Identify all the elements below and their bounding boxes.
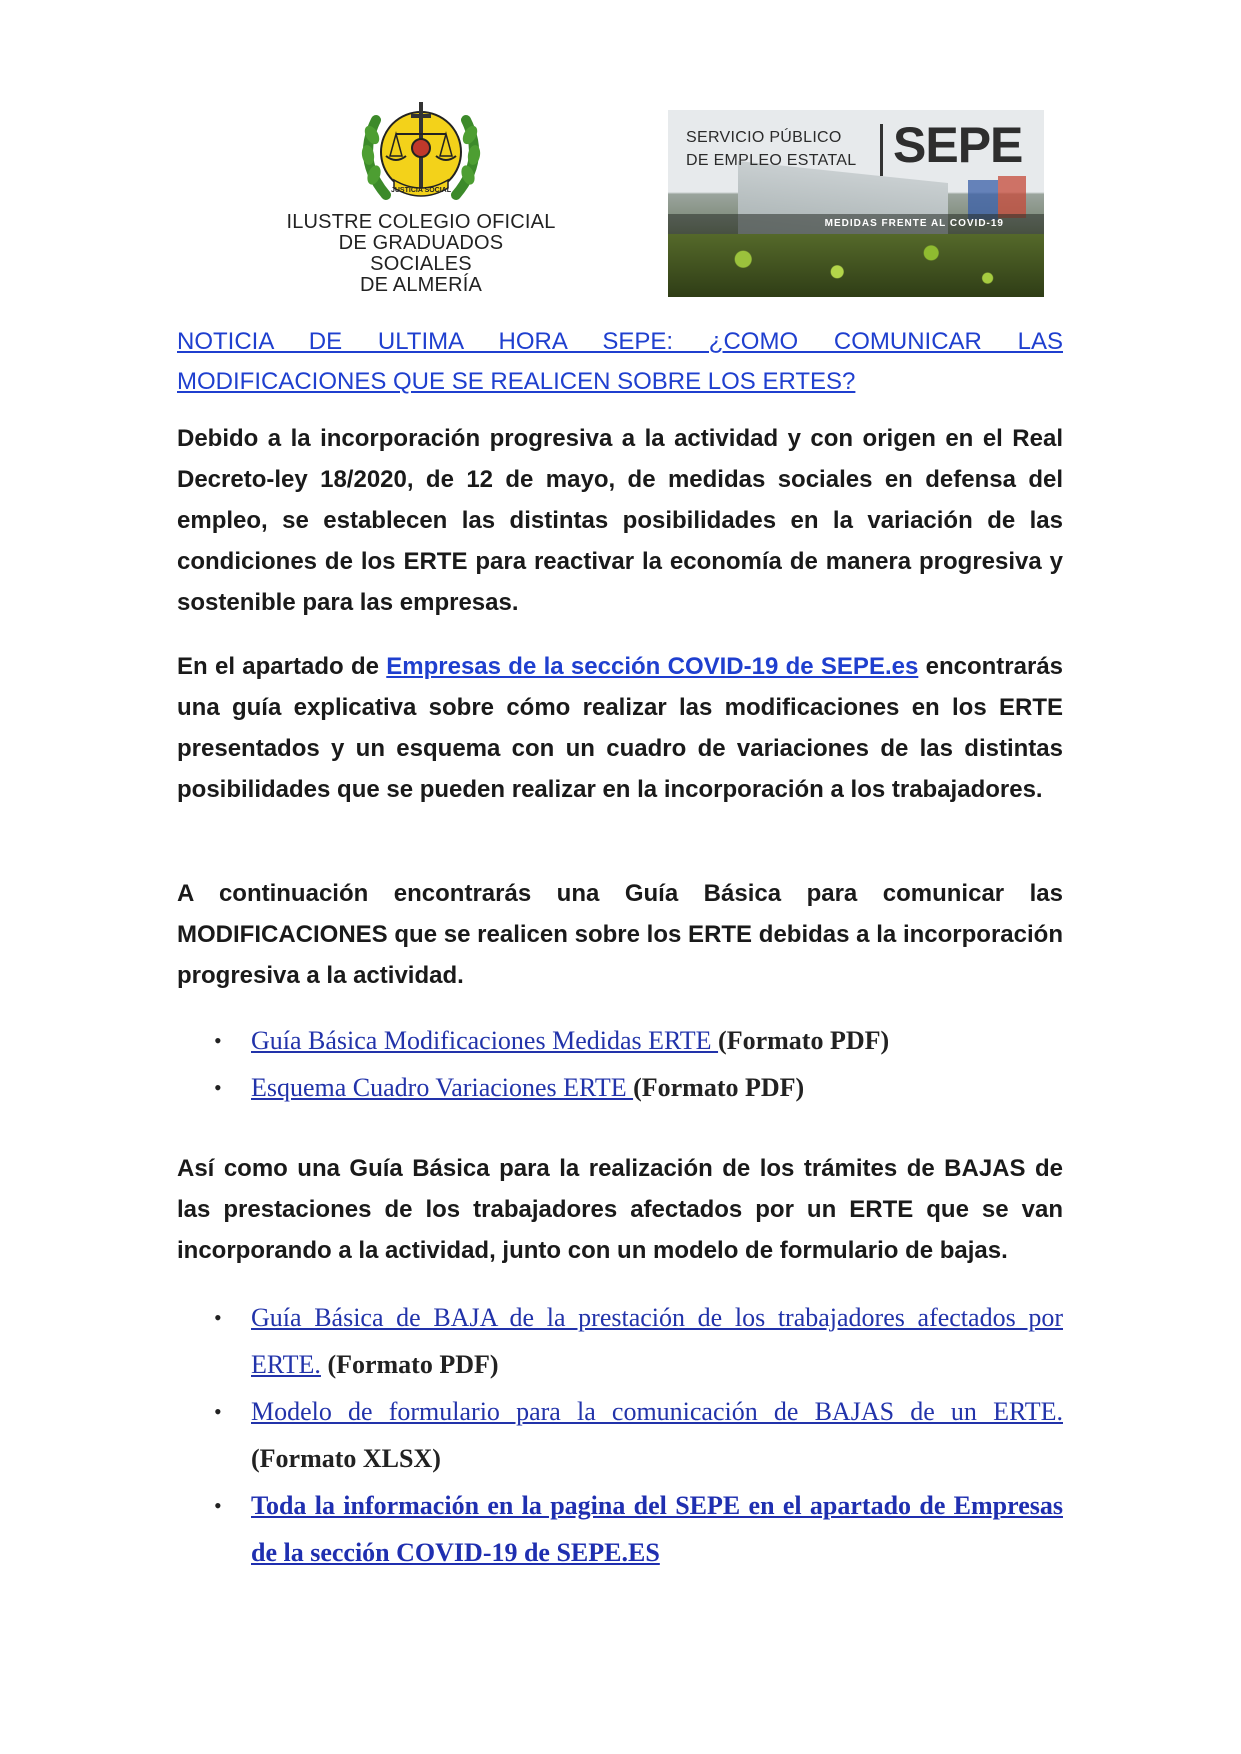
paragraph2-before: En el apartado de xyxy=(177,653,387,680)
paragraph-bajas: Así como una Guía Básica para la realización de los trámites de BAJAS de las prestaciones de los trabajadores afectados por un ERTE que se van incorporando a la actividad, junto con un modelo de formulario de bajas. xyxy=(177,1155,1063,1264)
bullet-icon: • xyxy=(214,1075,222,1100)
virus-grass-image xyxy=(668,234,1044,297)
list-item xyxy=(177,1388,1063,1482)
covid-banner-text: MEDIDAS FRENTE AL COVID-19 xyxy=(668,214,1044,234)
bullet-icon: • xyxy=(214,1399,222,1424)
bullet-icon: • xyxy=(214,1305,222,1330)
seal-ribbon-text: JUSTICIA SOCIAL xyxy=(390,187,452,194)
paragraph-modificaciones: A continuación encontrarás una Guía Básica para comunicar las MODIFICACIONES que se realicen sobre los ERTE debidas a la incorporación progresiva a la actividad. xyxy=(177,880,1063,989)
headline-link[interactable]: NOTICIA DE ULTIMA HORA SEPE: ¿COMO COMUNICAR LAS MODIFICACIONES QUE SE REALICEN SOBRE LOS ERTES? xyxy=(177,328,1063,395)
list-item xyxy=(177,1482,1063,1576)
bullet-icon: • xyxy=(214,1028,222,1053)
bajas-list xyxy=(177,1294,1063,1576)
org-name-line2: DE GRADUADOS SOCIALES xyxy=(338,232,504,275)
empresas-covid-link[interactable]: Empresas de la sección COVID-19 de SEPE.es xyxy=(386,653,919,680)
org-name-line3: DE ALMERÍA xyxy=(359,274,483,296)
modelo-formulario-link[interactable]: Modelo de formulario para la comunicación de BAJAS de un ERTE. xyxy=(251,1397,1063,1426)
paragraph2-after: encontrarás una guía explicativa sobre cómo realizar las modificaciones en los ERTE presentados y un esquema con un cuadro de variaciones de las distintas posibilidades que se pueden realizar en la incorporación a los trabajadores. xyxy=(177,653,1064,803)
colegio-logo xyxy=(286,100,556,305)
modificaciones-list xyxy=(177,1017,1063,1111)
format-label: (Formato PDF) xyxy=(718,1026,890,1055)
bullet-icon: • xyxy=(214,1493,222,1518)
sepe-line1: SERVICIO PÚBLICO xyxy=(686,129,842,146)
sepe-banner-image xyxy=(668,110,1044,297)
list-item xyxy=(177,1064,1063,1111)
paragraph-intro: Debido a la incorporación progresiva a la actividad y con origen en el Real Decreto-ley 18/2020, de 12 de mayo, de medidas sociales en defensa del empleo, se establecen las distintas posibilidades en la variación de las condiciones de los ERTE para reactivar la economía de manera progresiva y sostenible para las empresas. xyxy=(177,425,1063,616)
format-label: (Formato XLSX) xyxy=(251,1444,441,1473)
guia-modificaciones-link[interactable]: Guía Básica Modificaciones Medidas ERTE xyxy=(251,1026,719,1055)
toda-informacion-link[interactable]: Toda la información en la pagina del SEPE en el apartado de Empresas de la sección COVID-19 de SEPE.ES xyxy=(251,1491,1063,1567)
paragraph-covid-section xyxy=(177,646,1063,810)
format-label: (Formato PDF) xyxy=(320,1350,499,1379)
format-label: (Formato PDF) xyxy=(633,1073,805,1102)
sepe-brand: SEPE xyxy=(893,117,1023,173)
org-name-line1: ILUSTRE COLEGIO OFICIAL xyxy=(286,211,556,233)
guia-baja-link[interactable]: Guía Básica de BAJA de la prestación de los trabajadores afectados por ERTE. xyxy=(251,1303,1063,1379)
sepe-line2: DE EMPLEO ESTATAL xyxy=(686,152,857,169)
esquema-variaciones-link[interactable]: Esquema Cuadro Variaciones ERTE xyxy=(251,1073,634,1102)
colegio-seal-icon xyxy=(356,100,486,210)
list-item xyxy=(177,1294,1063,1388)
flag-icon xyxy=(998,176,1026,218)
list-item xyxy=(177,1017,1063,1064)
